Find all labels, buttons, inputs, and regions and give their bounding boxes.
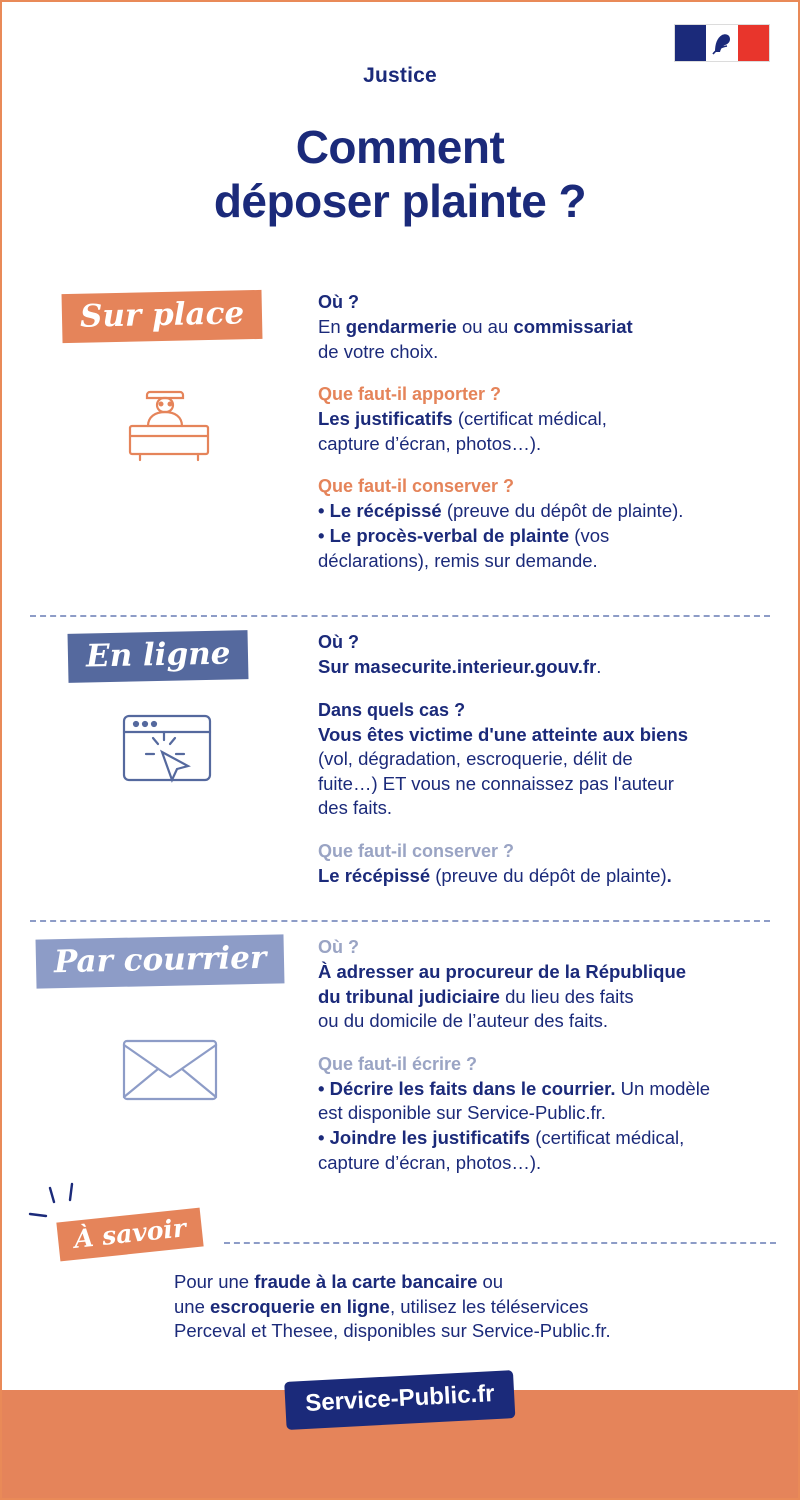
answer-line: À adresser au procureur de la République [318,961,687,982]
answer-line: • Le procès-verbal de plainte (vos [318,524,610,546]
answer-line: est disponible sur Service-Public.fr. [318,1102,606,1124]
answer-line: des faits. [318,797,393,819]
service-public-logo[interactable]: Service-Public.fr [284,1370,516,1430]
police-officer-desk-icon [114,374,224,464]
answer-line: • Décrire les faits dans le courrier. Un modèle [318,1077,711,1099]
envelope-icon [114,1025,224,1115]
page-kicker: Justice [363,64,437,87]
section-divider [30,615,770,617]
answer-line: Les justificatifs (certificat médical, [318,408,607,430]
section-badge-par-courrier: Par courrier [36,934,285,988]
browser-window-cursor-icon [114,708,224,798]
section-content-en-ligne [318,632,774,889]
flag-red-band [738,25,769,61]
answer-line: capture d’écran, photos…). [318,432,542,454]
question-label: Que faut-il conserver ? [318,476,515,497]
question-label: Où ? [318,632,359,652]
answer-line: • Joindre les justificatifs (certificat médical, [318,1126,685,1148]
flag-white-band [706,25,737,61]
answer-line: une escroquerie en ligne, utilisez les téléservices [174,1295,589,1317]
section-badge-sur-place: Sur place [62,290,263,343]
answer-line: Sur masecurite.interieur.gouv.fr. [318,656,602,677]
section-content-sur-place [318,292,774,573]
answer-line: fuite…) ET vous ne connaissez pas l'auteur [318,772,674,794]
answer-line: Pour une fraude à la carte bancaire ou [174,1271,504,1292]
answer-line: du tribunal judiciaire du lieu des faits [318,985,634,1007]
a-savoir-text [174,1270,758,1344]
answer-line: (vol, dégradation, escroquerie, délit de [318,748,633,770]
answer-line: Perceval et Thesee, disponibles sur Service-Public.fr. [174,1320,611,1342]
flag-blue-band [675,25,706,61]
question-label: Que faut-il écrire ? [318,1053,478,1074]
answer-line: En gendarmerie ou au commissariat [318,316,633,337]
question-label: Où ? [318,292,359,312]
section-divider [30,920,770,922]
page-title [2,120,798,229]
section-content-par-courrier [318,937,774,1175]
question-label: Que faut-il apporter ? [318,384,502,405]
question-label: Où ? [318,937,359,957]
answer-line: capture d’écran, photos…). [318,1151,542,1173]
a-savoir-badge: À savoir [56,1208,204,1262]
answer-line: Vous êtes victime d'une atteinte aux biens [318,723,689,745]
question-label: Que faut-il conserver ? [318,840,515,861]
page-title-line-2: déposer plainte ? [213,175,587,228]
page-title-line-1: Comment [295,121,505,173]
question-label: Dans quels cas ? [318,699,466,720]
answer-line: ou du domicile de l’auteur des faits. [318,1010,609,1032]
section-badge-en-ligne: En ligne [68,630,249,682]
french-republic-flag-icon [674,24,770,62]
answer-line: Le récépissé (preuve du dépôt de plainte). [318,864,672,886]
section-divider [224,1242,776,1244]
answer-line: • Le récépissé (preuve du dépôt de plainte). [318,500,684,522]
answer-line: déclarations), remis sur demande. [318,549,598,571]
marianne-icon [711,30,733,56]
answer-line: de votre choix. [318,340,439,362]
